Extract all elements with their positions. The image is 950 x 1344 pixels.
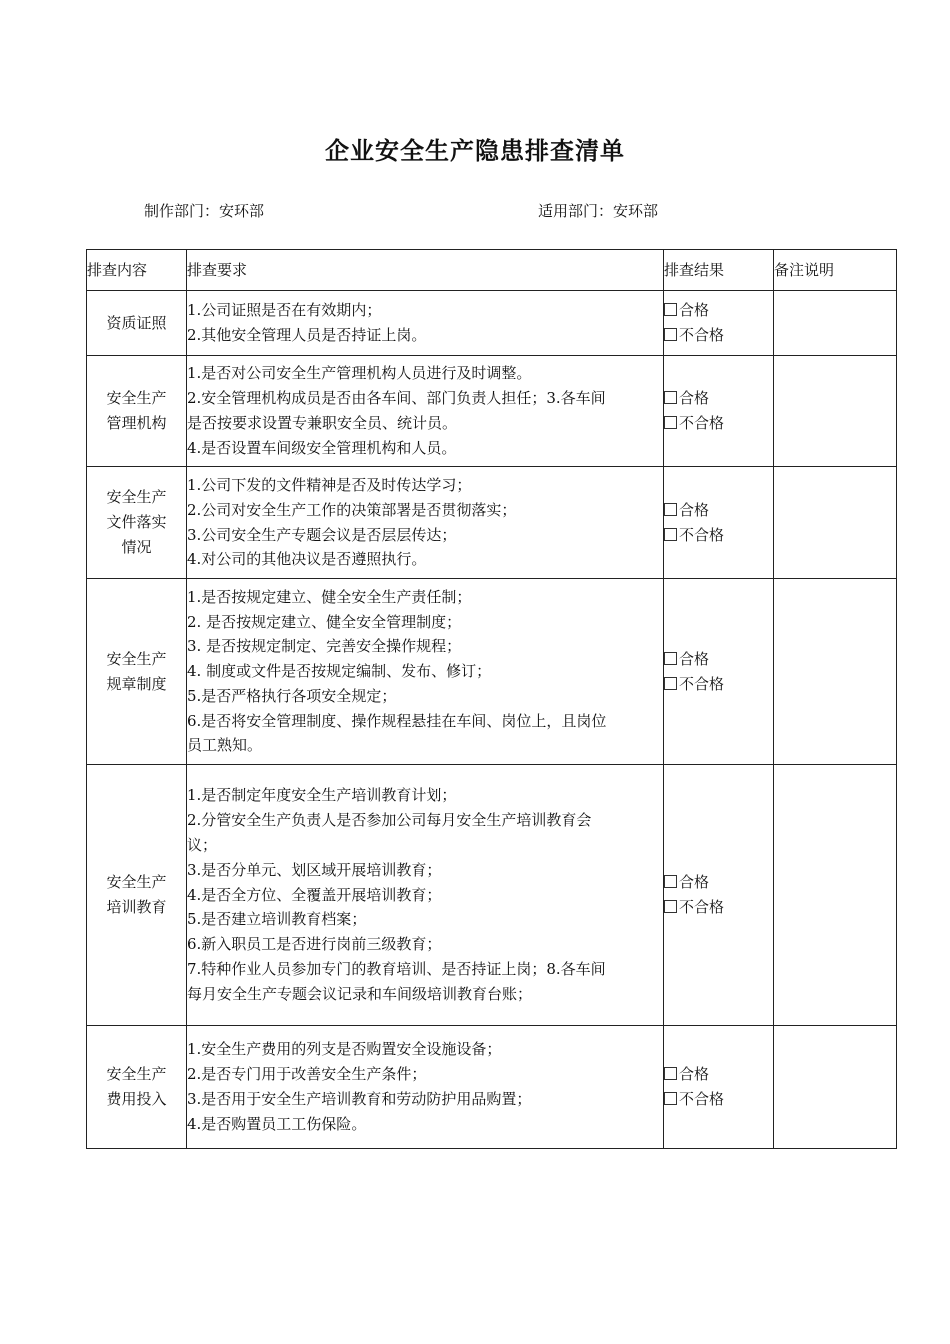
requirement-line: 1.公司下发的文件精神是否及时传达学习； <box>187 475 472 494</box>
requirement-line: 1.是否制定年度安全生产培训教育计划； <box>187 786 457 805</box>
check-category <box>87 1026 187 1149</box>
result-option-label: 合格 <box>679 649 710 668</box>
check-result <box>664 467 774 579</box>
checklist-table <box>86 249 897 1149</box>
checkbox-icon[interactable] <box>664 875 677 888</box>
requirement-line: 2.是否专门用于改善安全生产条件； <box>187 1065 427 1084</box>
requirement-line: 6.是否将安全管理制度、操作规程悬挂在车间、岗位上，且岗位 <box>187 711 607 730</box>
checkbox-icon[interactable] <box>664 528 677 541</box>
applicable-department: 适用部门：安环部 <box>538 202 659 220</box>
check-category <box>87 579 187 765</box>
table-row <box>87 765 897 1026</box>
category-line: 安全生产 <box>106 649 167 668</box>
result-option-label: 合格 <box>679 389 710 408</box>
result-option-label: 合格 <box>679 301 710 320</box>
result-fail-option[interactable] <box>664 895 773 920</box>
requirement-line: 2. 是否按规定建立、健全安全管理制度； <box>187 612 462 631</box>
header-check-content: 排查内容 <box>87 250 187 291</box>
table-header-row <box>87 250 897 291</box>
requirement-line: 3.公司安全生产专题会议是否层层传达； <box>187 525 457 544</box>
check-category <box>87 356 187 467</box>
check-requirements <box>187 579 664 765</box>
category-line: 管理机构 <box>106 414 167 432</box>
requirement-line: 3.是否用于安全生产培训教育和劳动防护用品购置； <box>187 1090 532 1108</box>
checkbox-icon[interactable] <box>664 303 677 316</box>
category-line: 情况 <box>121 537 152 556</box>
remark-cell <box>774 467 897 579</box>
header-check-result: 排查结果 <box>664 250 774 291</box>
checkbox-icon[interactable] <box>664 391 677 404</box>
document-title: 企业安全生产隐患排查清单 <box>325 137 625 165</box>
requirement-line: 2.分管安全生产负责人是否参加公司每月安全生产培训教育会 <box>187 811 592 830</box>
result-option-label: 合格 <box>679 500 710 519</box>
requirement-line: 每月安全生产专题会议记录和车间级培训教育台账； <box>187 984 533 1003</box>
category-line: 安全生产 <box>106 389 167 408</box>
remark-cell <box>774 579 897 765</box>
remark-cell <box>774 1026 897 1149</box>
check-result <box>664 579 774 765</box>
checkbox-icon[interactable] <box>664 328 677 341</box>
check-requirements <box>187 1026 664 1149</box>
requirement-line: 2.其他安全管理人员是否持证上岗。 <box>187 326 427 344</box>
check-result <box>664 291 774 356</box>
requirement-line: 2.安全管理机构成员是否由各车间、部门负责人担任；3.各车间 <box>187 389 606 408</box>
result-fail-option[interactable] <box>664 1087 773 1112</box>
check-requirements <box>187 356 664 467</box>
result-fail-option[interactable] <box>664 672 773 697</box>
requirement-line: 6.新入职员工是否进行岗前三级教育； <box>187 935 442 954</box>
table-body <box>87 291 897 1149</box>
remark-cell <box>774 356 897 467</box>
requirement-line: 员工熟知。 <box>187 736 263 755</box>
result-pass-option[interactable] <box>664 498 773 523</box>
requirement-line: 是否按要求设置专兼职安全员、统计员。 <box>187 414 458 432</box>
requirement-line: 7.特种作业人员参加专门的教育培训、是否持证上岗；8.各车间 <box>187 959 606 978</box>
requirement-line: 5.是否严格执行各项安全规定； <box>187 686 397 705</box>
result-option-label: 不合格 <box>679 326 725 344</box>
requirement-line: 5.是否建立培训教育档案； <box>187 910 367 929</box>
requirement-line: 3. 是否按规定制定、完善安全操作规程； <box>187 637 462 656</box>
result-option-label: 不合格 <box>679 525 725 544</box>
check-result <box>664 356 774 467</box>
checkbox-icon[interactable] <box>664 1092 677 1105</box>
result-fail-option[interactable] <box>664 411 773 436</box>
result-pass-option[interactable] <box>664 298 773 323</box>
category-line: 资质证照 <box>106 313 167 332</box>
requirement-line: 1.是否按规定建立、健全安全生产责任制； <box>187 587 472 606</box>
category-line: 培训教育 <box>106 898 167 916</box>
check-category <box>87 765 187 1026</box>
category-line: 文件落实 <box>106 513 167 532</box>
result-pass-option[interactable] <box>664 870 773 895</box>
table-row <box>87 291 897 356</box>
requirement-line: 2.公司对安全生产工作的决策部署是否贯彻落实； <box>187 500 517 519</box>
category-line: 安全生产 <box>106 1065 167 1084</box>
requirement-line: 4. 制度或文件是否按规定编制、发布、修订； <box>187 662 492 681</box>
requirement-line: 1.公司证照是否在有效期内； <box>187 301 382 320</box>
requirement-line: 4.是否设置车间级安全管理机构和人员。 <box>187 438 457 457</box>
requirement-line: 1.是否对公司安全生产管理机构人员进行及时调整。 <box>187 364 532 383</box>
result-fail-option[interactable] <box>664 323 773 348</box>
requirement-line: 3.是否分单元、划区域开展培训教育； <box>187 860 442 879</box>
result-pass-option[interactable] <box>664 1062 773 1087</box>
remark-cell <box>774 291 897 356</box>
table-row <box>87 579 897 765</box>
header-remarks: 备注说明 <box>774 250 897 291</box>
category-line: 费用投入 <box>106 1090 167 1108</box>
check-requirements <box>187 765 664 1026</box>
checkbox-icon[interactable] <box>664 652 677 665</box>
result-option-label: 不合格 <box>679 674 725 693</box>
result-option-label: 不合格 <box>679 1090 725 1108</box>
table-row <box>87 1026 897 1149</box>
requirement-line: 议； <box>187 836 218 854</box>
category-line: 规章制度 <box>106 674 167 693</box>
check-category <box>87 467 187 579</box>
checkbox-icon[interactable] <box>664 503 677 516</box>
check-result <box>664 765 774 1026</box>
checkbox-icon[interactable] <box>664 677 677 690</box>
category-line: 安全生产 <box>106 488 167 507</box>
requirement-line: 4.是否全方位、全覆盖开展培训教育； <box>187 885 442 904</box>
result-option-label: 合格 <box>679 1065 710 1084</box>
requirement-line: 4.对公司的其他决议是否遵照执行。 <box>187 550 427 569</box>
result-pass-option[interactable] <box>664 647 773 672</box>
check-result <box>664 1026 774 1149</box>
requirement-line: 4.是否购置员工工伤保险。 <box>187 1114 367 1133</box>
check-requirements <box>187 467 664 579</box>
checkbox-icon[interactable] <box>664 1067 677 1080</box>
result-pass-option[interactable] <box>664 386 773 411</box>
table-row <box>87 467 897 579</box>
result-option-label: 合格 <box>679 873 710 892</box>
maker-department: 制作部门：安环部 <box>144 202 265 220</box>
category-line: 安全生产 <box>106 873 167 892</box>
remark-cell <box>774 765 897 1026</box>
result-option-label: 不合格 <box>679 898 725 916</box>
check-category <box>87 291 187 356</box>
check-requirements <box>187 291 664 356</box>
checkbox-icon[interactable] <box>664 900 677 913</box>
header-check-requirements: 排查要求 <box>187 250 664 291</box>
checkbox-icon[interactable] <box>664 416 677 429</box>
result-fail-option[interactable] <box>664 523 773 548</box>
requirement-line: 1.安全生产费用的列支是否购置安全设施设备； <box>187 1040 502 1059</box>
table-row <box>87 356 897 467</box>
result-option-label: 不合格 <box>679 414 725 432</box>
